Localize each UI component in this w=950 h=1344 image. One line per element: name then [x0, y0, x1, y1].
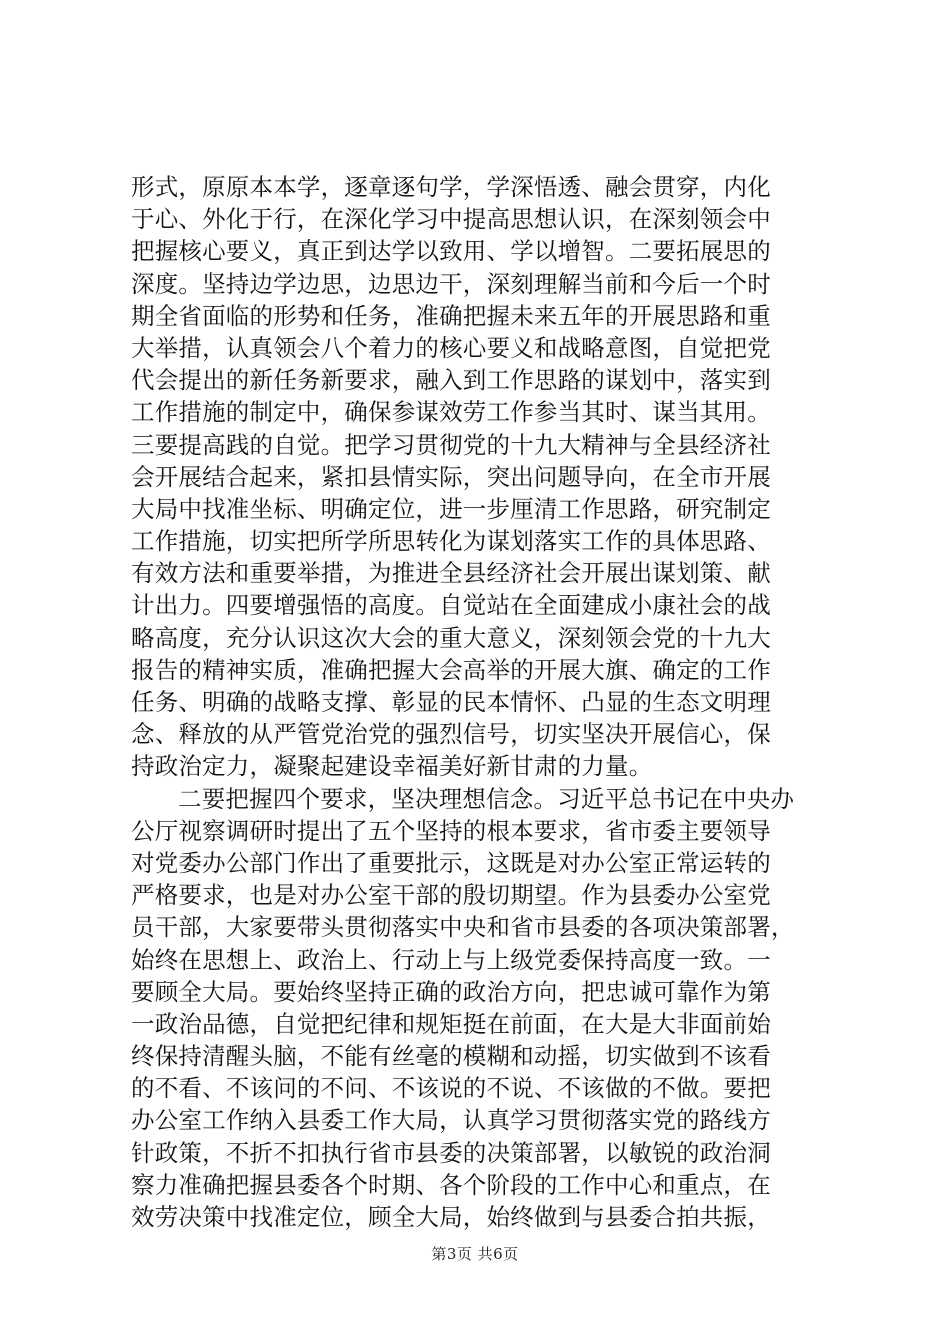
- text-line: 针政策，不折不扣执行省市县委的决策部署，以敏锐的政治洞: [131, 1138, 771, 1167]
- text-line: 会开展结合起来，紧扣县情实际，突出问题导向，在全市开展: [131, 462, 771, 491]
- text-line: 期全省面临的形势和任务，准确把握未来五年的开展思路和重: [131, 301, 771, 330]
- page-number-footer: 第3页 共6页: [431, 1245, 519, 1263]
- text-line: 效劳决策中找准定位，顾全大局，始终做到与县委合拍共振，: [131, 1203, 771, 1231]
- text-line: 持政治定力，凝聚起建设幸福美好新甘肃的力量。: [131, 752, 653, 781]
- text-line: 终保持清醒头脑，不能有丝毫的模糊和动摇，切实做到不该看: [131, 1042, 771, 1071]
- text-line: 公厅视察调研时提出了五个坚持的根本要求，省市委主要领导: [131, 816, 771, 845]
- text-line: 严格要求，也是对办公室干部的殷切期望。作为县委办公室党: [131, 881, 771, 910]
- text-line: 念、释放的从严管党治党的强烈信号，切实坚决开展信心，保: [131, 720, 771, 749]
- text-line: 代会提出的新任务新要求，融入到工作思路的谋划中，落实到: [131, 366, 771, 395]
- text-line: 工作措施，切实把所学所思转化为谋划落实工作的具体思路、: [131, 527, 771, 556]
- text-line: 大举措，认真领会八个着力的核心要义和战略意图，自觉把党: [131, 333, 771, 362]
- text-line: 形式，原原本本学，逐章逐句学，学深悟透、融会贯穿，内化: [131, 173, 771, 201]
- text-line: 员干部，大家要带头贯彻落实中央和省市县委的各项决策部署，: [131, 913, 795, 942]
- text-line: 任务、明确的战略支撑、彰显的民本情怀、凸显的生态文明理: [131, 688, 771, 716]
- text-line: 报告的精神实质，准确把握大会高举的开展大旗、确定的工作: [131, 655, 771, 684]
- text-line: 三要提高践的自觉。把学习贯彻党的十九大精神与全县经济社: [131, 430, 771, 459]
- text-line: 大局中找准坐标、明确定位，进一步厘清工作思路，研究制定: [131, 494, 771, 523]
- text-line: 对党委办公部门作出了重要批示，这既是对办公室正常运转的: [131, 848, 771, 877]
- text-line: 察力准确把握县委各个时期、各个阶段的工作中心和重点，在: [131, 1170, 771, 1199]
- text-line: 一政治品德，自觉把纪律和规矩挺在前面，在大是大非面前始: [131, 1009, 771, 1038]
- text-line: 工作措施的制定中，确保参谋效劳工作参当其时、谋当其用。: [131, 398, 771, 427]
- text-line: 计出力。四要增强悟的高度。自觉站在全面建成小康社会的战: [131, 591, 771, 620]
- paragraph-start-line: 二要把握四个要求，坚决理想信念。习近平总书记在中央办: [178, 784, 795, 813]
- text-line: 办公室工作纳入县委工作大局，认真学习贯彻落实党的路线方: [131, 1106, 771, 1135]
- text-line: 有效方法和重要举措，为推进全县经济社会开展出谋划策、献: [131, 559, 771, 588]
- body-text: [131, 171, 851, 1233]
- text-line: 的不看、不该问的不问、不该说的不说、不该做的不做。要把: [131, 1074, 771, 1103]
- text-line: 于心、外化于行，在深化学习中提高思想认识，在深刻领会中: [131, 205, 771, 234]
- text-line: 把握核心要义，真正到达学以致用、学以增智。二要拓展思的: [131, 237, 771, 266]
- text-line: 略高度，充分认识这次大会的重大意义，深刻领会党的十九大: [131, 623, 771, 652]
- text-line: 深度。坚持边学边思，边思边干，深刻理解当前和今后一个时: [131, 269, 771, 298]
- text-line: 始终在思想上、政治上、行动上与上级党委保持高度一致。一: [131, 945, 771, 974]
- text-line: 要顾全大局。要始终坚持正确的政治方向，把忠诚可靠作为第: [131, 977, 771, 1006]
